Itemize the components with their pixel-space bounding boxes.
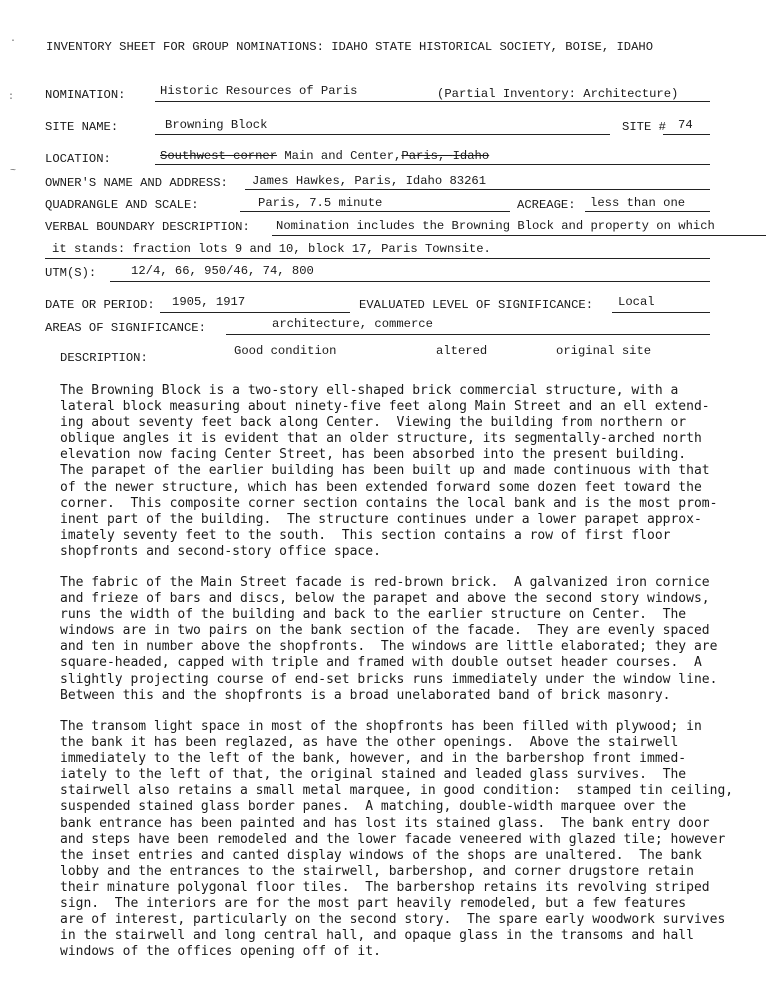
areas-underline [226, 334, 710, 335]
site-number-label: SITE # [622, 120, 666, 134]
areas-label: AREAS OF SIGNIFICANCE: [45, 321, 206, 335]
boundary-label: VERBAL BOUNDARY DESCRIPTION: [45, 220, 250, 234]
acreage-value: less than one [590, 196, 686, 210]
date-value: 1905, 1917 [172, 295, 246, 309]
description-label: DESCRIPTION: [60, 351, 148, 365]
quadrangle-label: QUADRANGLE AND SCALE: [45, 198, 199, 212]
location-struck-text: Southwest corner [160, 149, 278, 163]
site-name-label: SITE NAME: [45, 120, 119, 134]
site-name-underline [155, 134, 610, 135]
date-label: DATE OR PERIOD: [45, 298, 155, 312]
quadrangle-underline [240, 211, 510, 212]
evaluated-level-value: Local [618, 295, 655, 309]
owner-label: OWNER'S NAME AND ADDRESS: [45, 176, 228, 190]
acreage-underline [585, 211, 710, 212]
description-paragraph-1: The Browning Block is a two-story ell-shaped brick commercial structure, with a lateral block measuring about ninety-five feet along Main Street and an ell extend- ing about seventy feet back along Center. Viewing the building from northern or oblique angles it is evident that an older structure, its segmentally-arched north elevation now facing Center Street, has been absorbed into the present building. The parapet of the earlier building has been built up and made continuous with that of the newer structure, which has been extended forward some dozen feet toward the corner. This composite corner section contains the local bank and is the most prom- inent part of the building. The structure continues under a lower parapet approx- imately seventy feet to the south. This section contains a row of first floor shopfronts and second-story office space. [60, 383, 718, 559]
margin-mark: : [8, 92, 15, 103]
condition-original-site: original site [556, 344, 652, 358]
margin-mark: ~ [10, 166, 17, 177]
areas-value: architecture, commerce [272, 317, 433, 331]
site-name-value: Browning Block [165, 118, 268, 132]
boundary-value-line1: Nomination includes the Browning Block and property on which [276, 219, 715, 233]
location-struck-text: Idaho [452, 149, 490, 163]
nomination-label: NOMINATION: [45, 88, 126, 102]
nomination-value: Historic Resources of Paris [160, 84, 358, 98]
location-text: Main and Center, [277, 149, 402, 163]
boundary-underline-1 [272, 235, 766, 236]
evaluated-level-label: EVALUATED LEVEL OF SIGNIFICANCE: [359, 298, 594, 312]
location-label: LOCATION: [45, 152, 111, 166]
date-underline [160, 312, 350, 313]
location-underline [155, 164, 710, 165]
boundary-value-line2: it stands: fraction lots 9 and 10, block 17, Paris Townsite. [52, 242, 491, 256]
utm-label: UTM(S): [45, 266, 97, 280]
description-paragraph-2: The fabric of the Main Street facade is red-brown brick. A galvanized iron cornice and frieze of bars and discs, below the parapet and above the second story windows, runs the width of the building and back to the earlier structure on Center. The windows are in two pairs on the bank section of the facade. They are evenly spaced and ten in number above the shopfronts. The windows are little elaborated; they are square-headed, capped with triple and framed with double outset header courses. A slightly projecting course of end-set bricks runs immediately under the window line. Between this and the shopfronts is a broad unelaborated band of brick masonry. [60, 575, 718, 703]
sheet-title: INVENTORY SHEET FOR GROUP NOMINATIONS: IDAHO STATE HISTORICAL SOCIETY, BOISE, IDAHO [46, 40, 654, 54]
owner-value: James Hawkes, Paris, Idaho 83261 [252, 174, 487, 188]
acreage-label: ACREAGE: [517, 198, 576, 212]
utm-value: 12/4, 66, 950/46, 74, 800 [131, 264, 314, 278]
quadrangle-value: Paris, 7.5 minute [258, 196, 383, 210]
utm-underline [110, 281, 710, 282]
boundary-underline-2 [45, 258, 710, 259]
site-number-underline [663, 134, 710, 135]
location-value [160, 149, 489, 163]
condition-altered: altered [436, 344, 488, 358]
nomination-note: (Partial Inventory: Architecture) [437, 87, 679, 101]
description-paragraph-3: The transom light space in most of the shopfronts has been filled with plywood; in the bank it has been reglazed, as have the other openings. Above the stairwell immediately to the left of the bank, however, and in the barbershop front immed- iately to the left of that, the original stained and leaded glass survives. The stairwell also retains a small metal marquee, in good condition: stamped tin ceiling, suspended stained glass border panes. A matching, double-width marquee over the bank entrance has been painted and has lost its stained glass. The bank entry door and steps have been remodeled and the lower facade veneered with glazed tile; however the inset entries and canted display windows of the shops are unaltered. The bank lobby and the entrances to the stairwell, barbershop, and corner drugstore retain their minature polygonal floor tiles. The barbershop retains its revolving striped sign. The interiors are for the most part heavily remodeled, but a few features are of interest, particularly on the second story. The spare early woodwork survives in the stairwell and long central hall, and opaque glass in the transoms and hall windows of the offices opening off of it. [60, 719, 734, 960]
site-number-value: 74 [678, 118, 693, 132]
owner-underline [245, 189, 710, 190]
nomination-underline [155, 101, 710, 102]
evaluated-level-underline [612, 312, 710, 313]
condition-good: Good condition [234, 344, 337, 358]
margin-mark: · [10, 36, 17, 47]
location-struck-text: Paris, [401, 149, 453, 163]
